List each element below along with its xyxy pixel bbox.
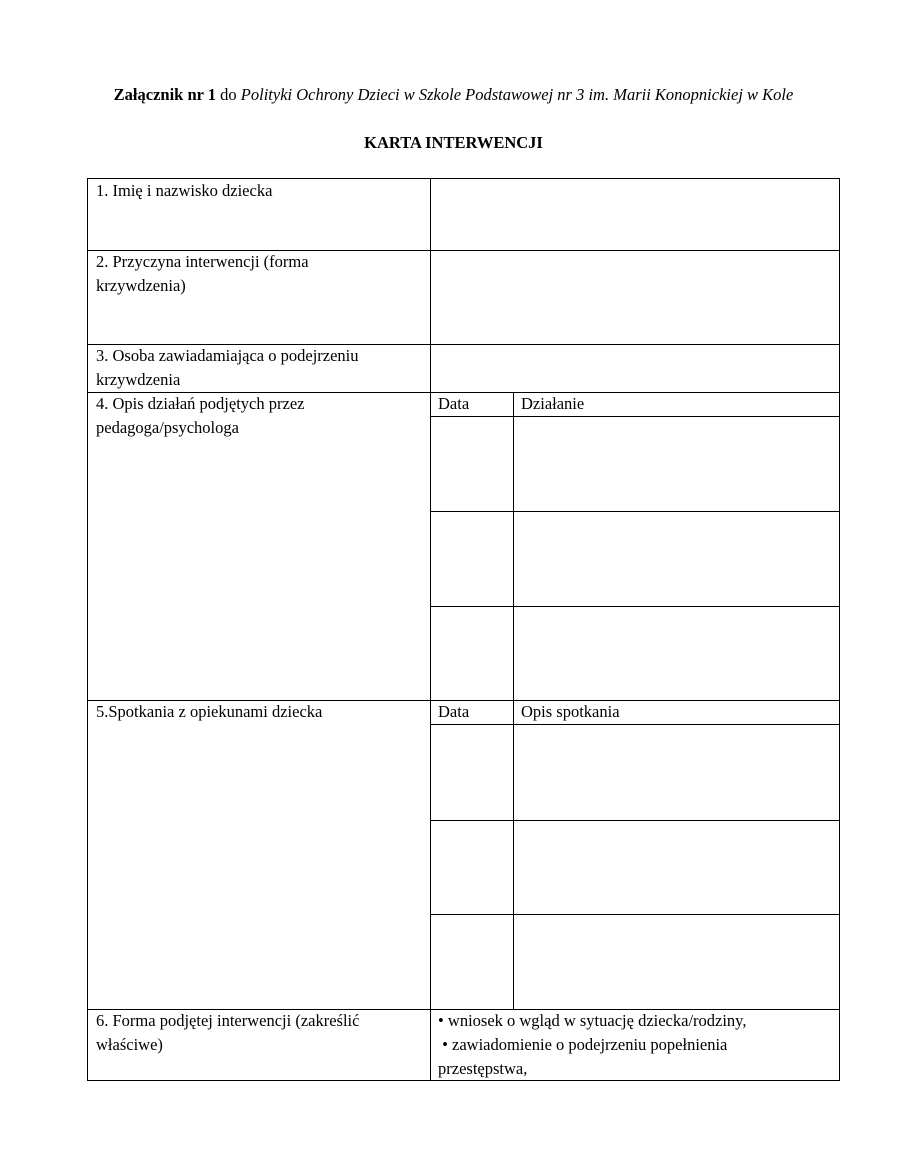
row6-label-line2: właściwe) (96, 1035, 163, 1054)
action-date-cell[interactable] (431, 512, 513, 606)
row5-label: 5.Spotkania z opiekunami dziecka (96, 702, 323, 721)
attachment-connector: do (216, 85, 241, 104)
meeting-date-cell[interactable] (431, 821, 513, 914)
intervention-option-welfare-request[interactable]: • wniosek o wgląd w sytuację dziecka/rodziny, (438, 1011, 747, 1030)
row4-date-header: Data (438, 394, 470, 413)
row4-label-line1: 4. Opis działań podjętych przez (96, 394, 305, 413)
action-date-cell[interactable] (431, 417, 513, 511)
intervention-reason-cell[interactable] (431, 251, 839, 344)
document-title: KARTA INTERWENCJI (364, 133, 543, 152)
action-description-cell[interactable] (514, 607, 839, 700)
attachment-header (0, 85, 907, 105)
child-name-cell[interactable] (431, 180, 839, 250)
meeting-description-cell[interactable] (514, 725, 839, 820)
row5-meeting-header: Opis spotkania (521, 702, 620, 721)
row3-label-line2: krzywdzenia (96, 370, 181, 389)
row6-label-line1: 6. Forma podjętej interwencji (zakreślić (96, 1011, 360, 1030)
action-description-cell[interactable] (514, 512, 839, 606)
row5-date-header: Data (438, 702, 470, 721)
row2-label-line1: 2. Przyczyna interwencji (forma (96, 252, 309, 271)
row2-label-line2: krzywdzenia) (96, 276, 186, 295)
action-description-cell[interactable] (514, 417, 839, 511)
row4-label-line2: pedagoga/psychologa (96, 418, 239, 437)
attachment-number: Załącznik nr 1 (113, 85, 217, 104)
action-date-cell[interactable] (431, 607, 513, 700)
meeting-description-cell[interactable] (514, 915, 839, 1009)
row1-label: 1. Imię i nazwisko dziecka (96, 181, 273, 200)
row4-action-header: Działanie (521, 394, 585, 413)
meeting-date-cell[interactable] (431, 915, 513, 1009)
intervention-option-crime-notification-cont: przestępstwa, (438, 1059, 528, 1078)
reporting-person-cell[interactable] (431, 345, 839, 392)
policy-title: Polityki Ochrony Dzieci w Szkole Podstawowej nr 3 im. Marii Konopnickiej w Kole (240, 85, 794, 104)
meeting-description-cell[interactable] (514, 821, 839, 914)
intervention-option-crime-notification[interactable]: • zawiadomienie o podejrzeniu popełnienia (438, 1035, 728, 1054)
row3-label-line1: 3. Osoba zawiadamiająca o podejrzeniu (96, 346, 359, 365)
intervention-form-table (87, 178, 840, 1081)
meeting-date-cell[interactable] (431, 725, 513, 820)
